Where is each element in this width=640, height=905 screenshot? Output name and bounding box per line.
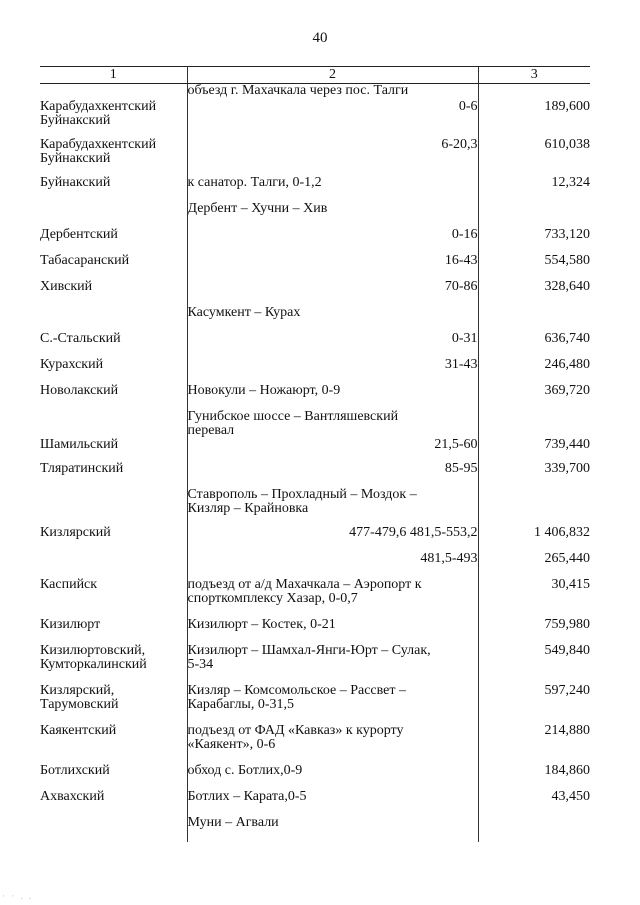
value-cell: 265,440 [478,552,590,578]
table-row [40,84,590,100]
road-cell [187,488,478,526]
table-row [40,684,590,724]
road-km-range: 481,5-493 [420,551,478,566]
district-cell [40,488,187,526]
road-km-range: 0-31 [451,331,478,346]
road-name: подъезд от а/д Махачкала – Аэропорт к спорткомплексу Хазар, 0-0,7 [187,577,422,606]
value-cell: 554,580 [478,254,590,280]
road-name: Дербент – Хучни – Хив [187,201,328,216]
table-row [40,618,590,644]
road-cell [187,228,478,254]
road-cell [187,790,478,816]
road-cell [187,138,478,176]
road-cell [187,684,478,724]
district-cell: С.-Стальский [40,331,121,346]
district-cell [40,306,187,332]
road-cell [187,100,478,138]
road-km-range: 0-6 [458,99,478,114]
district-cell: Шамильский [40,436,119,452]
district-cell: Курахский [40,357,104,372]
road-name: Гунибское шоссе – Вантляшевский перевал [187,409,399,438]
road-km-range: 0-16 [451,227,478,242]
district-cell: Каякентский [40,723,117,738]
road-name: Кизляр – Комсомольское – Рассвет – Карабаглы, 0-31,5 [187,683,406,712]
district-cell: Табасаранский [40,253,130,268]
table-row [40,228,590,254]
road-km-range: 70-86 [444,279,478,294]
road-cell [187,552,478,578]
road-cell [187,84,478,100]
table-row [40,280,590,306]
road-cell [187,176,478,202]
value-cell [478,202,590,228]
value-cell: 12,324 [478,176,590,202]
table-row [40,764,590,790]
table-row [40,724,590,764]
table-row [40,790,590,816]
table-row [40,526,590,552]
district-cell: Кизилюртовский, Кумторкалинский [40,643,147,672]
road-name: Новокули – Ножаюрт, 0-9 [187,383,341,398]
road-name: Муни – Агвали [187,815,279,830]
district-cell: Новолакский [40,383,119,398]
value-cell [478,816,590,842]
road-km-range: 31-43 [444,357,478,372]
road-cell [187,280,478,306]
road-name: Ставрополь – Прохладный – Моздок – Кизляр – Крайновка [187,487,417,516]
road-name: Кизилюрт – Костек, 0-21 [187,617,336,632]
district-cell: Кизлярский [40,525,111,540]
district-cell [40,84,187,100]
road-km-range: 477-479,6 481,5-553,2 [349,525,478,540]
road-name: обход с. Ботлих,0-9 [187,763,303,778]
district-cell: Карабудахкентский Буйнакский [40,137,157,166]
road-name: объезд г. Махачкала через пос. Талги [187,83,409,98]
road-cell [187,816,478,842]
road-cell [187,358,478,384]
district-cell: Дербентский [40,227,118,242]
district-cell: Кизлярский, Тарумовский [40,683,119,712]
road-name: к санатор. Талги, 0-1,2 [187,175,322,190]
value-cell [478,84,590,100]
value-cell: 30,415 [478,578,590,618]
road-cell [187,332,478,358]
value-cell: 597,240 [478,684,590,724]
table-row [40,100,590,138]
road-cell [187,306,478,332]
table-row [40,552,590,578]
table-row [40,410,590,462]
road-km-range: 6-20,3 [441,137,478,152]
table-row [40,202,590,228]
column-header-3: 3 [478,67,590,84]
road-cell [187,254,478,280]
road-cell [187,724,478,764]
district-cell: Ботлихский [40,763,110,778]
road-km-range: 85-95 [444,461,478,476]
district-cell [40,552,187,578]
district-cell: Ахвахский [40,789,105,804]
road-cell [187,384,478,410]
table-row [40,358,590,384]
value-cell: 369,720 [478,384,590,410]
road-cell [187,644,478,684]
value-cell: 610,038 [478,138,590,176]
value-cell: 636,740 [478,332,590,358]
district-cell: Тляратинский [40,461,124,476]
road-name: Касумкент – Курах [187,305,301,320]
road-cell [187,202,478,228]
value-cell: 246,480 [478,358,590,384]
table-row [40,578,590,618]
value-cell: 549,840 [478,644,590,684]
table-row [40,462,590,488]
road-name: подъезд от ФАД «Кавказ» к курорту «Каякент», 0-6 [187,723,404,752]
scan-artifact: · · . . [2,891,34,901]
district-cell: Кизилюрт [40,617,101,632]
value-cell: 759,980 [478,618,590,644]
value-cell: 1 406,832 [478,526,590,552]
road-km-range: 16-43 [444,253,478,268]
table-header-row [40,67,590,84]
table-row [40,644,590,684]
value-cell: 733,120 [478,228,590,254]
table-row [40,138,590,176]
table-row [40,488,590,526]
road-table [40,66,590,842]
value-cell: 739,440 [478,410,590,462]
value-cell [478,488,590,526]
table-row [40,254,590,280]
value-cell: 328,640 [478,280,590,306]
value-cell [478,306,590,332]
value-cell: 189,600 [478,100,590,138]
road-cell [187,410,478,462]
column-header-2: 2 [187,67,478,84]
road-cell [187,578,478,618]
table-row [40,384,590,410]
district-cell [40,816,187,842]
page-number: 40 [312,30,328,46]
district-cell: Хивский [40,279,93,294]
table-row [40,332,590,358]
road-cell [187,618,478,644]
district-cell: Карабудахкентский Буйнакский [40,99,157,128]
value-cell: 184,860 [478,764,590,790]
road-cell [187,526,478,552]
road-cell [187,462,478,488]
value-cell: 339,700 [478,462,590,488]
road-name: Ботлих – Карата,0-5 [187,789,307,804]
district-cell [40,202,187,228]
road-km-range: 21,5-60 [434,436,478,452]
district-cell: Буйнакский [40,175,111,190]
road-name: Кизилюрт – Шамхал-Янги-Юрт – Сулак, 5-34 [187,643,431,672]
road-cell [187,764,478,790]
value-cell: 43,450 [478,790,590,816]
table-row [40,176,590,202]
value-cell: 214,880 [478,724,590,764]
district-cell: Каспийск [40,577,98,592]
column-header-1: 1 [40,67,187,84]
table-row [40,816,590,842]
table-row [40,306,590,332]
